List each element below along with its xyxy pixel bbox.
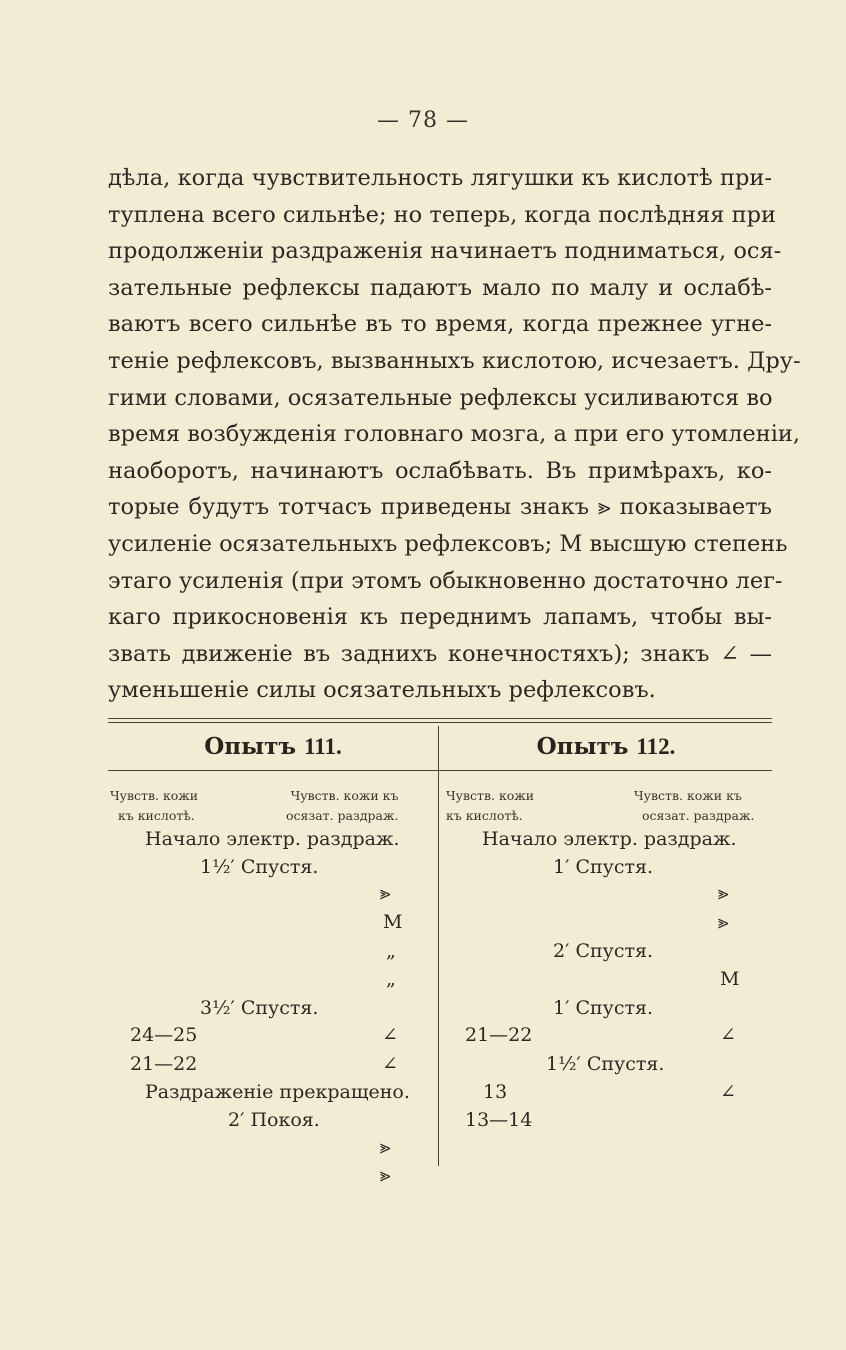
table-top-rule	[108, 718, 772, 719]
col-header-line: къ кислотѣ.	[446, 808, 523, 823]
table-cell: 2′ Покоя.	[228, 1109, 320, 1131]
paragraph-line: гими словами, осязательные рефлексы усиливаются во	[108, 384, 773, 411]
decrease-sign: ∠	[382, 1024, 398, 1046]
paragraph-line: каго прикосновенія къ переднимъ лапамъ, чтобы вы-	[108, 604, 772, 631]
title-word: Опытъ	[204, 733, 297, 760]
table-header-rule	[108, 770, 772, 771]
paragraph-line: уменьшеніе силы осязательныхъ рефлексовъ.	[108, 677, 656, 704]
title-number: 111.	[304, 734, 342, 759]
body-paragraph	[108, 160, 801, 709]
table-top-rule	[108, 722, 772, 723]
ditto-mark: „	[386, 940, 396, 962]
table-cell: 3½′ Спустя.	[200, 997, 319, 1019]
decrease-sign: ∠	[382, 1053, 398, 1075]
col-header-touch	[634, 786, 754, 826]
col-header-line: осязат. раздраж.	[286, 808, 399, 823]
increase-sign: ⪢	[718, 882, 729, 904]
ditto-mark: „	[386, 968, 396, 990]
table-cell: 13	[483, 1081, 508, 1103]
paragraph-line: дѣла, когда чувствительность лягушки къ кислотѣ при-	[108, 165, 772, 191]
table-cell: 1′ Спустя.	[553, 997, 654, 1019]
col-header-acid	[110, 786, 198, 826]
paragraph-line: ваютъ всего сильнѣе въ то время, когда прежнее угне-	[108, 311, 772, 338]
max-sign: М	[720, 968, 740, 990]
paragraph-line: теніе рефлексовъ, вызванныхъ кислотою, исчезаетъ. Дру-	[108, 347, 801, 374]
experiment-112-title	[440, 733, 772, 760]
col-header-touch	[276, 786, 398, 826]
table-cell: Начало электр. раздраж.	[145, 828, 400, 850]
decrease-sign: ∠	[720, 1081, 736, 1103]
table-cell: 1½′ Спустя.	[546, 1053, 665, 1075]
paragraph-line: усиленіе осязательныхъ рефлексовъ; М высшую степень	[108, 530, 788, 557]
table-cell: 1½′ Спустя.	[200, 856, 319, 878]
page-number: — 78 —	[377, 108, 469, 133]
paragraph-line: зательные рефлексы падаютъ мало по малу и ослабѣ-	[108, 274, 772, 301]
table-cell: 13—14	[465, 1109, 533, 1131]
table-cell: 24—25	[130, 1024, 198, 1046]
table-cell: Раздраженіе прекращено.	[145, 1081, 410, 1103]
table-cell: 21—22	[465, 1024, 533, 1046]
title-word: Опытъ	[536, 733, 629, 760]
paragraph-line: наоборотъ, начинаютъ ослабѣвать. Въ примѣрахъ, ко-	[108, 457, 772, 484]
col-header-acid	[446, 786, 534, 826]
table-cell: 1′ Спустя.	[553, 856, 654, 878]
col-header-line: Чувств. кожи	[110, 788, 199, 803]
increase-sign: ⪢	[718, 911, 729, 933]
experiment-111-title	[108, 733, 438, 760]
paragraph-line: туплена всего сильнѣе; но теперь, когда послѣдняя при	[108, 201, 777, 228]
title-number: 112.	[636, 734, 676, 759]
paragraph-line: этаго усиленія (при этомъ обыкновенно достаточно лег-	[108, 567, 783, 594]
increase-sign: ⪢	[380, 1164, 391, 1186]
col-header-line: къ кислотѣ.	[118, 808, 195, 823]
table-cell: 2′ Спустя.	[553, 940, 654, 962]
paragraph-line: продолженіи раздраженія начинаетъ подниматься, ося-	[108, 238, 782, 265]
col-header-line: Чувств. кожи	[446, 788, 535, 803]
col-header-line: Чувств. кожи къ	[290, 788, 399, 803]
decrease-sign: ∠	[720, 1024, 736, 1046]
table-divider	[438, 726, 439, 1166]
paragraph-line: время возбужденія головнаго мозга, а при его утомленіи,	[108, 421, 801, 448]
table-cell: 21—22	[130, 1053, 198, 1075]
paragraph-line: торые будутъ тотчасъ приведены знакъ ⪢ показываетъ	[108, 494, 772, 521]
max-sign: М	[383, 911, 403, 933]
paragraph-line: звать движеніе въ заднихъ конечностяхъ); знакъ ∠ —	[108, 640, 772, 667]
col-header-line: Чувств. кожи къ	[634, 788, 742, 803]
col-header-line: осязат. раздраж.	[642, 808, 755, 823]
increase-sign: ⪢	[380, 1136, 391, 1158]
increase-sign: ⪢	[380, 882, 391, 904]
table-cell: Начало электр. раздраж.	[482, 828, 737, 850]
